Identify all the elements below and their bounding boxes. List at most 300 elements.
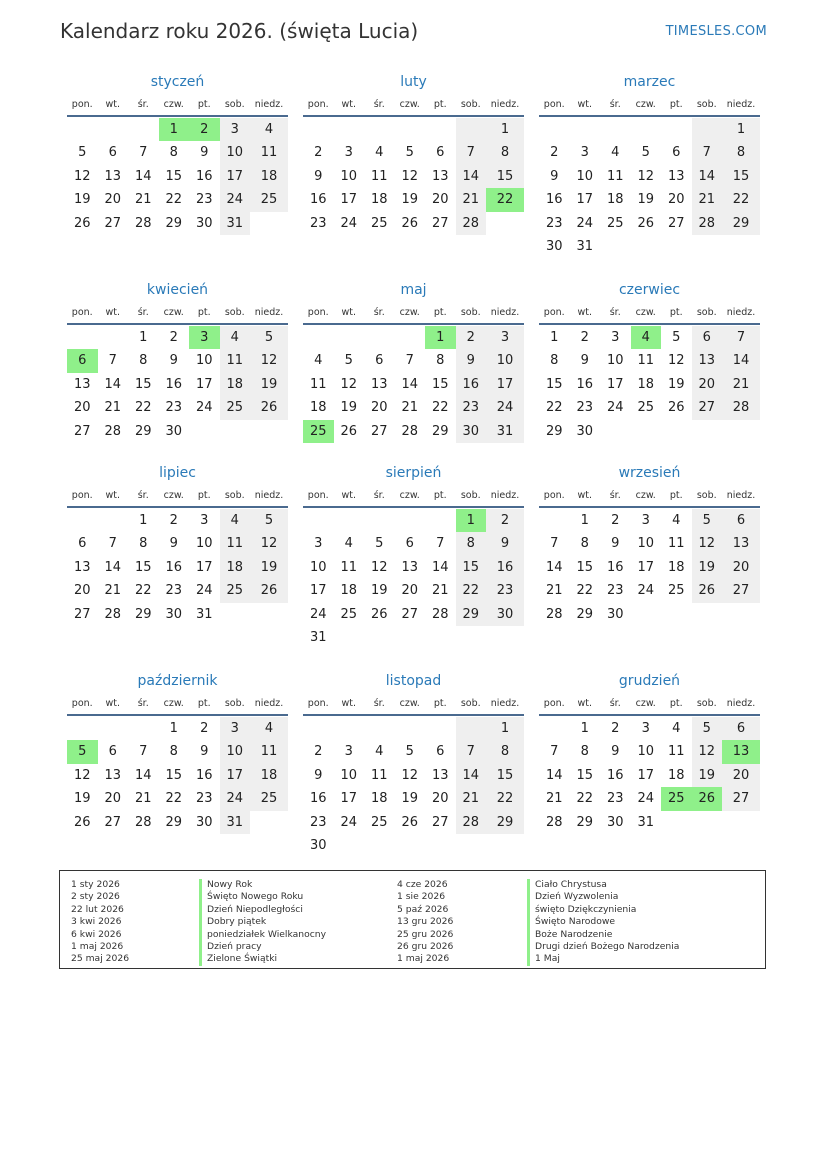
week-row: [303, 165, 524, 188]
day-cell: 4: [250, 118, 288, 141]
day-cell: 30: [195, 814, 213, 830]
day-cell: 17: [606, 376, 624, 392]
empty-cell: [631, 118, 662, 141]
week-row: [303, 603, 524, 626]
day-cell: 20: [722, 556, 760, 579]
day-cell: 25: [250, 188, 288, 211]
empty-cell: [364, 717, 395, 740]
weekday-label: pt.: [433, 99, 447, 110]
day-cell: 23: [606, 583, 624, 599]
day-cell: 14: [456, 165, 487, 188]
day-cell: 8: [436, 353, 445, 369]
holiday-day-cell: 22: [486, 188, 524, 211]
day-cell: 16: [165, 376, 183, 392]
day-cell: 20: [401, 583, 419, 599]
day-cell: 17: [340, 791, 358, 807]
day-cell: 18: [250, 764, 288, 787]
day-cell: 7: [722, 326, 760, 349]
weekday-label: pon.: [543, 698, 565, 709]
day-cell: 26: [692, 579, 723, 602]
day-cell: 19: [340, 400, 358, 416]
day-cell: 15: [456, 556, 487, 579]
day-cell: 19: [401, 192, 419, 208]
day-cell: 17: [195, 376, 213, 392]
weekday-label: pt.: [669, 698, 683, 709]
weekday-label: niedz.: [254, 490, 284, 501]
day-cell: 5: [672, 330, 681, 345]
day-cell: 13: [104, 767, 122, 783]
day-cell: 7: [139, 145, 148, 161]
day-cell: 28: [134, 215, 152, 231]
day-cell: 2: [314, 744, 323, 760]
month-block: [539, 278, 760, 443]
day-cell: 9: [200, 744, 209, 760]
month-block: [539, 461, 760, 626]
weekday-label: sob.: [224, 490, 245, 501]
day-cell: 5: [692, 509, 723, 532]
empty-cell: [722, 420, 760, 443]
day-cell: 22: [134, 400, 152, 416]
day-cell: 3: [344, 145, 353, 161]
day-cell: 16: [309, 192, 327, 208]
day-cell: 28: [104, 606, 122, 622]
day-cell: 20: [104, 791, 122, 807]
day-cell: 12: [250, 349, 288, 372]
weekday-label: czw.: [163, 490, 184, 501]
day-cell: 21: [134, 791, 152, 807]
week-row: [67, 420, 288, 443]
day-cell: 20: [667, 192, 685, 208]
week-row: [67, 556, 288, 579]
month-name: sierpień: [385, 465, 442, 481]
week-row: [67, 811, 288, 834]
day-cell: 9: [611, 744, 620, 760]
empty-cell: [220, 603, 251, 626]
day-cell: 19: [667, 376, 685, 392]
day-cell: 18: [370, 192, 388, 208]
empty-cell: [722, 235, 760, 258]
day-cell: 11: [250, 740, 288, 763]
day-cell: 18: [220, 373, 251, 396]
empty-cell: [425, 834, 456, 857]
day-cell: 14: [545, 559, 563, 575]
week-row: [539, 532, 760, 555]
day-cell: 10: [606, 353, 624, 369]
day-cell: 27: [104, 814, 122, 830]
day-cell: 23: [309, 814, 327, 830]
empty-cell: [539, 509, 570, 532]
weekday-label: sob.: [696, 99, 717, 110]
day-cell: 29: [134, 606, 152, 622]
day-cell: 26: [370, 606, 388, 622]
day-cell: 19: [250, 556, 288, 579]
week-row: [67, 509, 288, 532]
day-cell: 21: [456, 787, 487, 810]
week-row: [303, 326, 524, 349]
legend-holiday-name: Dobry piątek: [199, 916, 326, 928]
day-cell: 5: [250, 509, 288, 532]
week-row: [67, 118, 288, 141]
day-cell: 3: [641, 721, 650, 736]
day-cell: 26: [250, 396, 288, 419]
day-cell: 30: [606, 814, 624, 830]
empty-cell: [692, 811, 723, 834]
empty-cell: [692, 235, 723, 258]
day-cell: 25: [637, 400, 655, 416]
day-cell: 25: [250, 787, 288, 810]
day-cell: 17: [220, 165, 251, 188]
week-row: [539, 373, 760, 396]
day-cell: 19: [692, 556, 723, 579]
day-cell: 26: [667, 400, 685, 416]
empty-cell: [395, 509, 426, 532]
empty-cell: [250, 420, 288, 443]
day-cell: 13: [667, 168, 685, 184]
day-cell: 24: [637, 791, 655, 807]
day-cell: 19: [370, 583, 388, 599]
legend-holiday-name: Dzień pracy: [199, 941, 326, 953]
day-cell: 14: [722, 349, 760, 372]
weekday-label: śr.: [373, 99, 385, 110]
empty-cell: [364, 326, 395, 349]
legend-date: 2 sty 2026: [71, 891, 120, 903]
weekday-label: czw.: [635, 99, 656, 110]
day-cell: 16: [195, 767, 213, 783]
empty-cell: [425, 509, 456, 532]
day-cell: 13: [722, 532, 760, 555]
weekday-label: sob.: [696, 490, 717, 501]
day-cell: 24: [195, 583, 213, 599]
holiday-day-cell: 25: [661, 787, 692, 810]
day-cell: 29: [576, 606, 594, 622]
day-cell: 11: [250, 141, 288, 164]
week-row: [67, 717, 288, 740]
day-cell: 30: [545, 238, 563, 254]
day-cell: 6: [108, 145, 117, 161]
day-cell: 8: [169, 744, 178, 760]
empty-cell: [600, 420, 631, 443]
month-block: [539, 70, 760, 258]
day-cell: 8: [456, 532, 487, 555]
day-cell: 25: [340, 606, 358, 622]
day-cell: 6: [722, 509, 760, 532]
day-cell: 5: [641, 145, 650, 161]
weekday-header: [303, 94, 524, 117]
page-title: Kalendarz roku 2026. (święta Lucia): [60, 19, 419, 43]
legend-names-1: [199, 879, 326, 966]
day-cell: 11: [340, 559, 358, 575]
day-cell: 26: [401, 215, 419, 231]
day-cell: 14: [456, 764, 487, 787]
day-cell: 28: [456, 811, 487, 834]
day-cell: 8: [722, 141, 760, 164]
day-cell: 17: [637, 559, 655, 575]
day-cell: 2: [611, 513, 620, 528]
weekday-label: sob.: [224, 698, 245, 709]
empty-cell: [220, 420, 251, 443]
day-cell: 5: [375, 536, 384, 552]
day-cell: 18: [667, 559, 685, 575]
weekday-label: niedz.: [726, 490, 756, 501]
day-cell: 30: [165, 423, 183, 439]
weekday-label: śr.: [137, 307, 149, 318]
holiday-day-cell: 2: [189, 118, 220, 141]
day-cell: 25: [667, 583, 685, 599]
weekday-label: pon.: [71, 99, 93, 110]
weekday-header: [539, 693, 760, 716]
day-cell: 29: [165, 215, 183, 231]
day-cell: 17: [486, 373, 524, 396]
week-row: [303, 834, 524, 857]
day-cell: 2: [314, 145, 323, 161]
legend-date: 3 kwi 2026: [71, 916, 122, 928]
day-cell: 6: [405, 536, 414, 552]
day-cell: 10: [309, 559, 327, 575]
day-cell: 9: [314, 168, 323, 184]
day-cell: 23: [545, 215, 563, 231]
day-cell: 16: [606, 767, 624, 783]
week-row: [303, 396, 524, 419]
day-cell: 5: [405, 744, 414, 760]
day-cell: 6: [436, 744, 445, 760]
legend-holiday-name: poniedziałek Wielkanocny: [199, 929, 326, 941]
day-cell: 22: [722, 188, 760, 211]
empty-cell: [570, 118, 601, 141]
empty-cell: [303, 326, 334, 349]
day-cell: 16: [309, 791, 327, 807]
brand-link[interactable]: TIMESLES.COM: [665, 24, 767, 39]
week-row: [539, 235, 760, 258]
day-cell: 11: [637, 353, 655, 369]
month-name: czerwiec: [618, 282, 681, 298]
day-cell: 21: [722, 373, 760, 396]
day-cell: 29: [545, 423, 563, 439]
day-cell: 1: [722, 118, 760, 141]
month-block: [303, 461, 524, 649]
empty-cell: [364, 509, 395, 532]
day-cell: 8: [550, 353, 559, 369]
day-cell: 15: [134, 376, 152, 392]
day-cell: 4: [375, 145, 384, 161]
weekday-header: [539, 485, 760, 508]
day-cell: 1: [486, 717, 524, 740]
day-cell: 2: [550, 145, 559, 161]
day-cell: 18: [220, 556, 251, 579]
week-row: [539, 556, 760, 579]
weekday-header: [539, 302, 760, 325]
day-cell: 7: [550, 536, 559, 552]
day-cell: 20: [431, 192, 449, 208]
week-row: [303, 532, 524, 555]
weekday-label: pon.: [543, 490, 565, 501]
month-name: marzec: [623, 74, 676, 90]
week-row: [303, 188, 524, 211]
day-cell: 3: [220, 717, 251, 740]
empty-cell: [631, 420, 662, 443]
day-cell: 18: [370, 791, 388, 807]
day-cell: 6: [436, 145, 445, 161]
day-cell: 30: [486, 603, 524, 626]
empty-cell: [661, 811, 692, 834]
weekday-header: [303, 693, 524, 716]
day-cell: 20: [431, 791, 449, 807]
day-cell: 12: [401, 168, 419, 184]
day-cell: 9: [550, 168, 559, 184]
day-cell: 22: [545, 400, 563, 416]
empty-cell: [600, 118, 631, 141]
day-cell: 12: [401, 767, 419, 783]
day-cell: 22: [576, 583, 594, 599]
day-cell: 2: [169, 513, 178, 528]
legend-holiday-name: Dzień Wyzwolenia: [527, 891, 679, 903]
weekday-label: wt.: [341, 99, 356, 110]
day-cell: 13: [104, 168, 122, 184]
day-cell: 22: [134, 583, 152, 599]
day-cell: 20: [722, 764, 760, 787]
week-row: [67, 349, 288, 372]
day-cell: 13: [401, 559, 419, 575]
month-block: [67, 461, 288, 626]
weekday-label: śr.: [609, 307, 621, 318]
empty-cell: [539, 717, 570, 740]
empty-cell: [395, 834, 426, 857]
day-cell: 6: [672, 145, 681, 161]
day-cell: 20: [692, 373, 723, 396]
day-cell: 13: [431, 767, 449, 783]
day-cell: 22: [576, 791, 594, 807]
week-row: [303, 579, 524, 602]
day-cell: 3: [200, 513, 209, 528]
day-cell: 12: [73, 168, 91, 184]
weekday-label: wt.: [105, 99, 120, 110]
day-cell: 5: [405, 145, 414, 161]
empty-cell: [334, 326, 365, 349]
weekday-label: wt.: [577, 307, 592, 318]
day-cell: 7: [456, 740, 487, 763]
weekday-label: niedz.: [490, 698, 520, 709]
day-cell: 12: [73, 767, 91, 783]
day-cell: 11: [606, 168, 624, 184]
week-row: [539, 118, 760, 141]
day-cell: 4: [220, 509, 251, 532]
week-row: [67, 212, 288, 235]
weekday-label: wt.: [577, 99, 592, 110]
day-cell: 17: [220, 764, 251, 787]
empty-cell: [456, 717, 487, 740]
day-cell: 23: [165, 400, 183, 416]
day-cell: 28: [134, 814, 152, 830]
holiday-day-cell: 6: [67, 349, 98, 372]
weekday-label: pt.: [197, 490, 211, 501]
day-cell: 9: [580, 353, 589, 369]
day-cell: 26: [340, 423, 358, 439]
day-cell: 9: [611, 536, 620, 552]
day-cell: 8: [486, 740, 524, 763]
day-cell: 14: [134, 168, 152, 184]
weekday-label: śr.: [609, 99, 621, 110]
day-cell: 16: [456, 373, 487, 396]
day-cell: 19: [73, 791, 91, 807]
day-cell: 10: [637, 744, 655, 760]
day-cell: 20: [104, 192, 122, 208]
day-cell: 18: [250, 165, 288, 188]
weekday-header: [303, 302, 524, 325]
day-cell: 12: [692, 740, 723, 763]
weekday-label: pon.: [71, 307, 93, 318]
weekday-label: pon.: [307, 99, 329, 110]
day-cell: 24: [340, 215, 358, 231]
day-cell: 8: [486, 141, 524, 164]
day-cell: 11: [220, 532, 251, 555]
weekday-label: czw.: [635, 698, 656, 709]
day-cell: 27: [73, 606, 91, 622]
day-cell: 25: [220, 579, 251, 602]
week-row: [303, 141, 524, 164]
day-cell: 6: [375, 353, 384, 369]
day-cell: 20: [370, 400, 388, 416]
day-cell: 5: [250, 326, 288, 349]
week-row: [303, 212, 524, 235]
day-cell: 13: [431, 168, 449, 184]
day-cell: 23: [486, 579, 524, 602]
day-cell: 22: [165, 791, 183, 807]
weekday-label: śr.: [137, 99, 149, 110]
day-cell: 30: [456, 420, 487, 443]
day-cell: 13: [73, 376, 91, 392]
week-row: [539, 212, 760, 235]
empty-cell: [661, 118, 692, 141]
day-cell: 20: [73, 400, 91, 416]
week-row: [539, 349, 760, 372]
empty-cell: [98, 326, 129, 349]
weekday-label: wt.: [341, 490, 356, 501]
day-cell: 21: [545, 583, 563, 599]
weekday-label: pt.: [669, 307, 683, 318]
day-cell: 1: [169, 721, 178, 736]
empty-cell: [250, 603, 288, 626]
week-row: [539, 141, 760, 164]
weekday-label: sob.: [696, 698, 717, 709]
holiday-day-cell: 1: [425, 326, 456, 349]
weekday-label: pt.: [197, 307, 211, 318]
empty-cell: [456, 834, 487, 857]
day-cell: 6: [78, 536, 87, 552]
day-cell: 3: [344, 744, 353, 760]
day-cell: 15: [486, 764, 524, 787]
week-row: [67, 188, 288, 211]
day-cell: 17: [195, 559, 213, 575]
month-block: [67, 278, 288, 443]
day-cell: 14: [692, 165, 723, 188]
week-row: [539, 420, 760, 443]
week-row: [303, 556, 524, 579]
day-cell: 19: [73, 192, 91, 208]
week-row: [539, 811, 760, 834]
day-cell: 6: [108, 744, 117, 760]
day-cell: 23: [576, 400, 594, 416]
weekday-header: [67, 693, 288, 716]
holiday-day-cell: 13: [722, 740, 760, 763]
day-cell: 24: [195, 400, 213, 416]
empty-cell: [250, 212, 288, 235]
legend-holiday-name: Święto Nowego Roku: [199, 891, 326, 903]
weekday-label: śr.: [137, 490, 149, 501]
day-cell: 2: [611, 721, 620, 736]
day-cell: 29: [134, 423, 152, 439]
weekday-label: czw.: [163, 307, 184, 318]
weekday-label: czw.: [399, 99, 420, 110]
weekday-label: sob.: [224, 99, 245, 110]
